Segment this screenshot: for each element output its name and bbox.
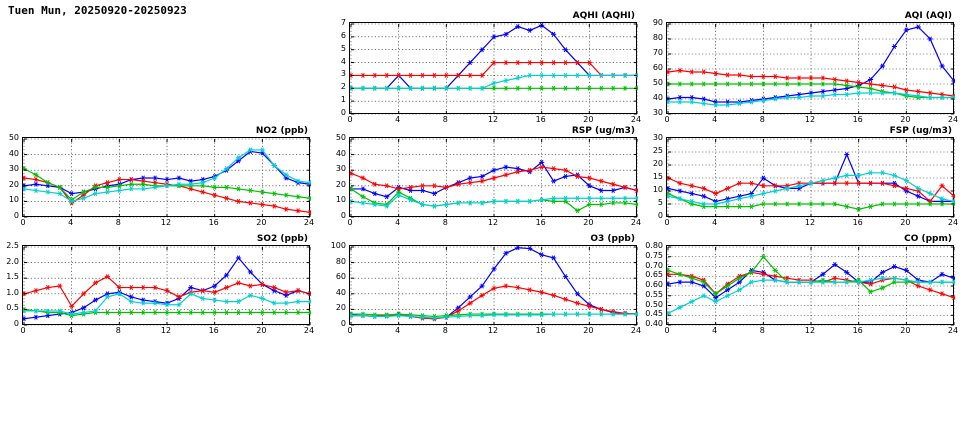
y-tick-label: 0: [340, 108, 346, 117]
y-tick-label: 80: [335, 256, 346, 266]
x-tick-label: 20: [900, 218, 911, 227]
x-tick-label: 20: [900, 326, 911, 335]
x-tick-label: 20: [583, 326, 594, 335]
y-tick-label: 50: [652, 78, 663, 87]
chart-panel-co: [645, 234, 959, 335]
y-tick-label: 2: [340, 82, 346, 92]
plot-svg-aqhi: [350, 23, 638, 115]
x-tick-label: 4: [395, 218, 401, 227]
plot-svg-so2: [23, 246, 311, 326]
y-tick-label: 0.70: [645, 260, 663, 270]
y-tick-label: 30: [652, 108, 663, 117]
x-tick-label: 20: [583, 115, 594, 124]
x-tick-label: 16: [852, 115, 863, 124]
x-tick-label: 8: [115, 218, 121, 227]
chart-panel-aqi: [652, 11, 959, 124]
x-tick-label: 20: [583, 218, 594, 227]
y-tick-label: 60: [335, 272, 346, 282]
x-tick-label: 0: [347, 115, 353, 124]
x-tick-label: 4: [68, 326, 74, 335]
plot-area-o3: [349, 245, 637, 325]
y-tick-label: 20: [8, 179, 19, 189]
plot-svg-o3: [350, 246, 638, 326]
chart-panel-no2: [8, 126, 315, 227]
chart-title-o3: O3 (ppb): [590, 234, 635, 244]
x-tick-label: 12: [160, 326, 172, 335]
plot-svg-aqi: [667, 23, 955, 115]
x-tick-label: 16: [535, 218, 546, 227]
x-tick-label: 12: [487, 115, 499, 124]
y-tick-label: 10: [335, 195, 346, 205]
y-tick-label: 20: [335, 179, 346, 189]
y-tick-label: 6: [340, 30, 346, 40]
x-tick-label: 20: [256, 218, 267, 227]
x-tick-label: 24: [630, 115, 642, 124]
y-tick-label: 40: [8, 148, 19, 158]
x-tick-label: 0: [20, 218, 26, 227]
chart-panel-o3: [330, 234, 642, 335]
plot-area-fsp: [666, 137, 954, 217]
x-tick-label: 4: [68, 218, 74, 227]
y-tick-label: 40: [335, 287, 346, 297]
x-tick-label: 8: [759, 218, 765, 227]
y-tick-label: 15: [652, 172, 663, 181]
x-tick-label: 16: [852, 326, 863, 335]
y-tick-label: 0.50: [645, 299, 663, 309]
plot-area-aqi: [666, 22, 954, 114]
plot-area-co: [666, 245, 954, 325]
x-tick-label: 12: [804, 115, 816, 124]
y-tick-label: 80: [652, 33, 663, 42]
chart-title-co: CO (ppm): [904, 234, 952, 244]
plot-area-no2: [22, 137, 310, 217]
y-tick-label: 30: [8, 164, 19, 174]
chart-title-no2: NO2 (ppb): [255, 126, 308, 136]
y-tick-label: 25: [652, 146, 663, 155]
y-tick-label: 30: [335, 164, 346, 174]
x-tick-label: 8: [115, 326, 121, 335]
plot-area-so2: [22, 245, 310, 325]
y-tick-label: 40: [335, 148, 346, 158]
x-tick-label: 8: [759, 115, 765, 124]
x-tick-label: 20: [900, 115, 911, 124]
y-tick-label: 90: [652, 18, 663, 27]
chart-panel-fsp: [652, 126, 959, 227]
y-tick-label: 0.80: [645, 241, 663, 250]
x-tick-label: 0: [664, 115, 670, 124]
x-tick-label: 12: [160, 218, 172, 227]
x-tick-label: 24: [630, 218, 642, 227]
y-tick-label: 5: [657, 198, 663, 207]
y-tick-label: 3: [340, 69, 346, 79]
x-tick-label: 24: [947, 218, 959, 227]
chart-panel-so2: [6, 234, 315, 335]
x-tick-label: 20: [256, 326, 267, 335]
y-tick-label: 40: [652, 93, 663, 102]
y-tick-label: 10: [8, 195, 19, 205]
y-tick-label: 2.0: [6, 256, 19, 266]
x-tick-label: 4: [395, 115, 401, 124]
page-title: Tuen Mun, 20250920-20250923: [8, 4, 187, 17]
chart-title-aqhi: AQHI (AQHI): [572, 11, 635, 21]
y-tick-label: 70: [652, 48, 663, 57]
x-tick-label: 16: [208, 326, 219, 335]
y-tick-label: 1.0: [6, 287, 19, 297]
plot-svg-fsp: [667, 138, 955, 218]
x-tick-label: 16: [535, 326, 546, 335]
y-tick-label: 20: [335, 303, 346, 313]
x-tick-label: 4: [395, 326, 401, 335]
x-tick-label: 24: [947, 115, 959, 124]
y-tick-label: 100: [330, 241, 346, 250]
x-tick-label: 0: [664, 218, 670, 227]
x-tick-label: 8: [442, 218, 448, 227]
y-tick-label: 2.5: [6, 241, 19, 250]
y-tick-label: 20: [652, 159, 663, 168]
chart-title-so2: SO2 (ppb): [256, 234, 308, 244]
y-tick-label: 0: [340, 211, 346, 220]
plot-area-aqhi: [349, 22, 637, 114]
y-tick-label: 0: [13, 211, 19, 220]
x-tick-label: 0: [347, 326, 353, 335]
x-tick-label: 12: [487, 218, 499, 227]
x-tick-label: 12: [804, 326, 816, 335]
x-tick-label: 24: [303, 326, 315, 335]
x-tick-label: 16: [852, 218, 863, 227]
y-tick-label: 4: [340, 56, 346, 66]
plot-area-rsp: [349, 137, 637, 217]
y-tick-label: 0.65: [645, 270, 663, 280]
y-tick-label: 0: [340, 319, 346, 328]
chart-title-fsp: FSP (ug/m3): [889, 126, 952, 136]
plot-svg-rsp: [350, 138, 638, 218]
chart-title-aqi: AQI (AQI): [904, 11, 952, 21]
y-tick-label: 1.5: [6, 272, 19, 282]
x-tick-label: 16: [535, 115, 546, 124]
x-tick-label: 12: [804, 218, 816, 227]
x-tick-label: 4: [712, 326, 718, 335]
y-tick-label: 0.75: [645, 250, 663, 260]
y-tick-label: 0.5: [6, 303, 19, 313]
x-tick-label: 24: [947, 326, 959, 335]
x-tick-label: 16: [208, 218, 219, 227]
x-tick-label: 12: [487, 326, 499, 335]
x-tick-label: 8: [442, 326, 448, 335]
y-tick-label: 0: [13, 319, 19, 328]
y-tick-label: 5: [340, 43, 346, 53]
chart-panel-aqhi: [340, 11, 642, 124]
y-tick-label: 0.55: [645, 289, 663, 299]
x-tick-label: 0: [347, 218, 353, 227]
x-tick-label: 24: [630, 326, 642, 335]
y-tick-label: 0: [657, 211, 663, 220]
x-tick-label: 24: [303, 218, 315, 227]
plot-svg-no2: [23, 138, 311, 218]
y-tick-label: 30: [652, 133, 663, 142]
x-tick-label: 4: [712, 218, 718, 227]
y-tick-label: 60: [652, 63, 663, 72]
y-tick-label: 50: [335, 133, 346, 142]
x-tick-label: 8: [442, 115, 448, 124]
y-tick-label: 0.60: [645, 280, 663, 289]
x-tick-label: 8: [759, 326, 765, 335]
chart-panel-rsp: [335, 126, 642, 227]
x-tick-label: 0: [20, 326, 26, 335]
y-tick-label: 1: [340, 95, 346, 105]
x-tick-label: 0: [664, 326, 670, 335]
y-tick-label: 50: [8, 133, 19, 142]
x-tick-label: 4: [712, 115, 718, 124]
y-tick-label: 0.40: [645, 319, 663, 328]
y-tick-label: 0.45: [645, 309, 663, 319]
plot-svg-co: [667, 246, 955, 326]
y-tick-label: 10: [652, 185, 663, 194]
y-tick-label: 7: [340, 18, 346, 27]
chart-title-rsp: RSP (ug/m3): [571, 126, 635, 136]
